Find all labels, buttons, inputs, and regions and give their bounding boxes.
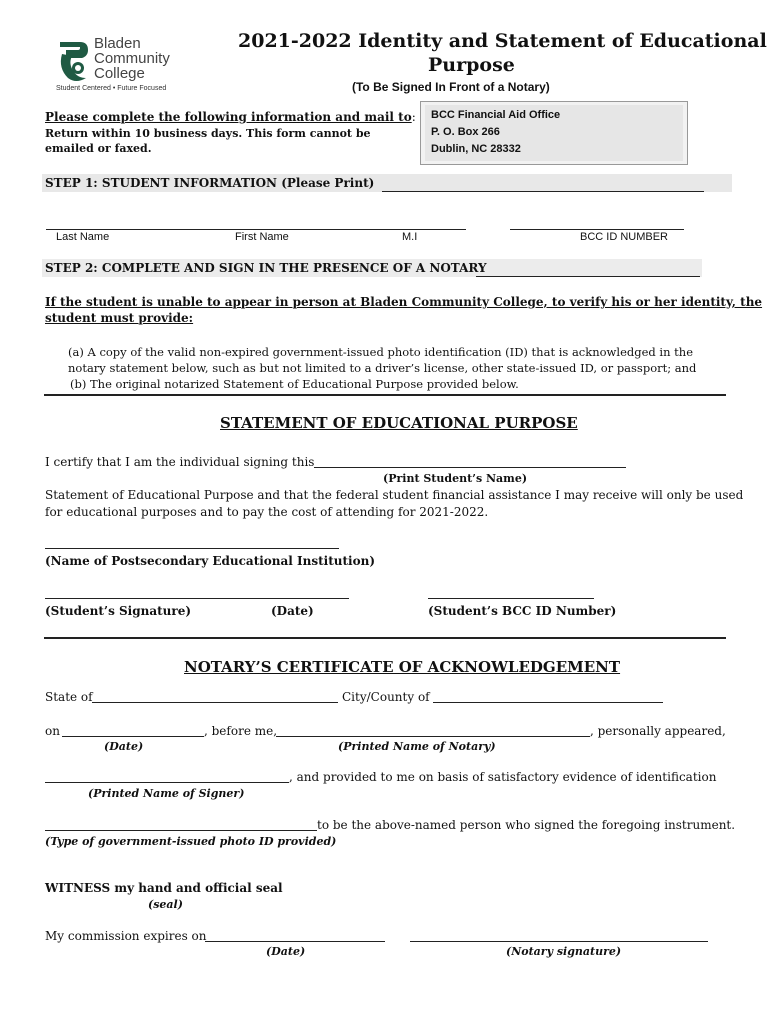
logo-tagline: Student Centered • Future Focused	[56, 85, 167, 92]
name-line[interactable]	[46, 229, 466, 230]
commission-label: My commission expires on	[45, 929, 207, 943]
print-name-caption: (Print Student’s Name)	[383, 472, 528, 485]
commission-date-line[interactable]	[205, 941, 385, 942]
statement-heading: STATEMENT OF EDUCATIONAL PURPOSE	[220, 414, 578, 432]
commission-date-caption: (Date)	[266, 945, 306, 958]
signer-name-line[interactable]	[45, 782, 289, 783]
step2-intro-line-2: student must provide:	[45, 311, 194, 325]
address-line-2: P. O. Box 266	[431, 126, 500, 138]
mail-instruction	[45, 110, 416, 124]
notary-signature-line[interactable]	[410, 941, 708, 942]
id-type-line[interactable]	[45, 830, 317, 831]
institution-caption: (Name of Postsecondary Educational Institution)	[45, 554, 375, 568]
form-subtitle: (To Be Signed In Front of a Notary)	[352, 80, 550, 94]
student-bcc-id-line[interactable]	[428, 598, 594, 599]
address-line-3: Dublin, NC 28332	[431, 143, 521, 155]
step2-heading-rule	[476, 276, 700, 277]
id-type-caption: (Type of government-issued photo ID provided)	[45, 835, 337, 848]
form-title-line-2: Purpose	[428, 54, 515, 76]
student-date-caption: (Date)	[271, 604, 314, 618]
notary-date-caption: (Date)	[104, 740, 144, 753]
step2-heading: STEP 2: COMPLETE AND SIGN IN THE PRESENCE OF A NOTARY	[45, 261, 487, 275]
statement-body-line-2: for educational purposes and to pay the cost of attending for 2021-2022.	[45, 505, 489, 519]
on-label: on	[45, 724, 60, 738]
mi-label: M.I	[402, 231, 418, 243]
mail-instruction-colon: :	[411, 110, 416, 124]
step2-intro-line-1: If the student is unable to appear in person at Bladen Community College, to verify his or her identity, the	[45, 295, 763, 309]
step2-item-a-line-2: notary statement below, such as but not limited to a driver’s license, other state-issued ID, or passport; and	[68, 361, 697, 375]
printed-notary-caption: (Printed Name of Notary)	[338, 740, 496, 753]
step2-bottom-rule	[44, 394, 726, 396]
notary-date-line[interactable]	[62, 736, 204, 737]
state-of-label: State of	[45, 690, 93, 704]
student-bcc-id-caption: (Student’s BCC ID Number)	[428, 604, 617, 618]
notary-name-line[interactable]	[276, 736, 590, 737]
state-of-line[interactable]	[92, 702, 338, 703]
city-county-line[interactable]	[433, 702, 663, 703]
student-signature-caption: (Student’s Signature)	[45, 604, 192, 618]
return-note-line-1: Return within 10 business days. This form cannot be	[45, 127, 371, 140]
bcc-id-line[interactable]	[510, 229, 684, 230]
return-note-line-2: emailed or faxed.	[45, 142, 152, 155]
student-signature-line[interactable]	[45, 598, 349, 599]
seal-caption: (seal)	[148, 898, 183, 911]
certify-text: I certify that I am the individual signing this	[45, 455, 315, 469]
logo-line-3: College	[94, 65, 145, 82]
mailing-address-box	[420, 101, 688, 165]
address-line-1: BCC Financial Aid Office	[431, 109, 561, 121]
step1-heading: STEP 1: STUDENT INFORMATION (Please Print)	[45, 176, 375, 190]
college-logo	[54, 36, 194, 98]
first-name-label: First Name	[235, 231, 289, 243]
step2-item-b: (b) The original notarized Statement of Educational Purpose provided below.	[70, 377, 519, 391]
city-county-label: City/County of	[342, 690, 430, 704]
statement-bottom-rule	[44, 637, 726, 639]
provided-text: , and provided to me on basis of satisfactory evidence of identification	[289, 770, 717, 784]
above-named-text: to be the above-named person who signed the foregoing instrument.	[317, 818, 736, 832]
notary-signature-caption: (Notary signature)	[506, 945, 622, 958]
personally-appeared-label: , personally appeared,	[590, 724, 726, 738]
mail-instruction-text: Please complete the following information and mail to	[45, 110, 412, 124]
witness-text: WITNESS my hand and official seal	[45, 881, 283, 895]
last-name-label: Last Name	[56, 231, 110, 243]
logo-line-1: Bladen	[94, 35, 141, 52]
statement-body-line-1: Statement of Educational Purpose and that the federal student financial assistance I may receive will only be used	[45, 488, 744, 502]
bcc-id-label: BCC ID NUMBER	[580, 231, 669, 243]
institution-line[interactable]	[45, 548, 339, 549]
bcc-logo-mark-icon	[56, 38, 92, 84]
before-me-label: , before me,	[204, 724, 278, 738]
printed-signer-caption: (Printed Name of Signer)	[88, 787, 245, 800]
form-title-line-1: 2021-2022 Identity and Statement of Educational	[238, 30, 767, 52]
logo-line-2: Community	[94, 50, 170, 67]
student-name-line[interactable]	[314, 467, 626, 468]
step2-item-a-line-1: (a) A copy of the valid non-expired government-issued photo identification (ID) that is acknowledged in the	[68, 345, 693, 359]
step1-heading-rule	[382, 191, 704, 192]
notary-heading: NOTARY’S CERTIFICATE OF ACKNOWLEDGEMENT	[184, 658, 621, 676]
